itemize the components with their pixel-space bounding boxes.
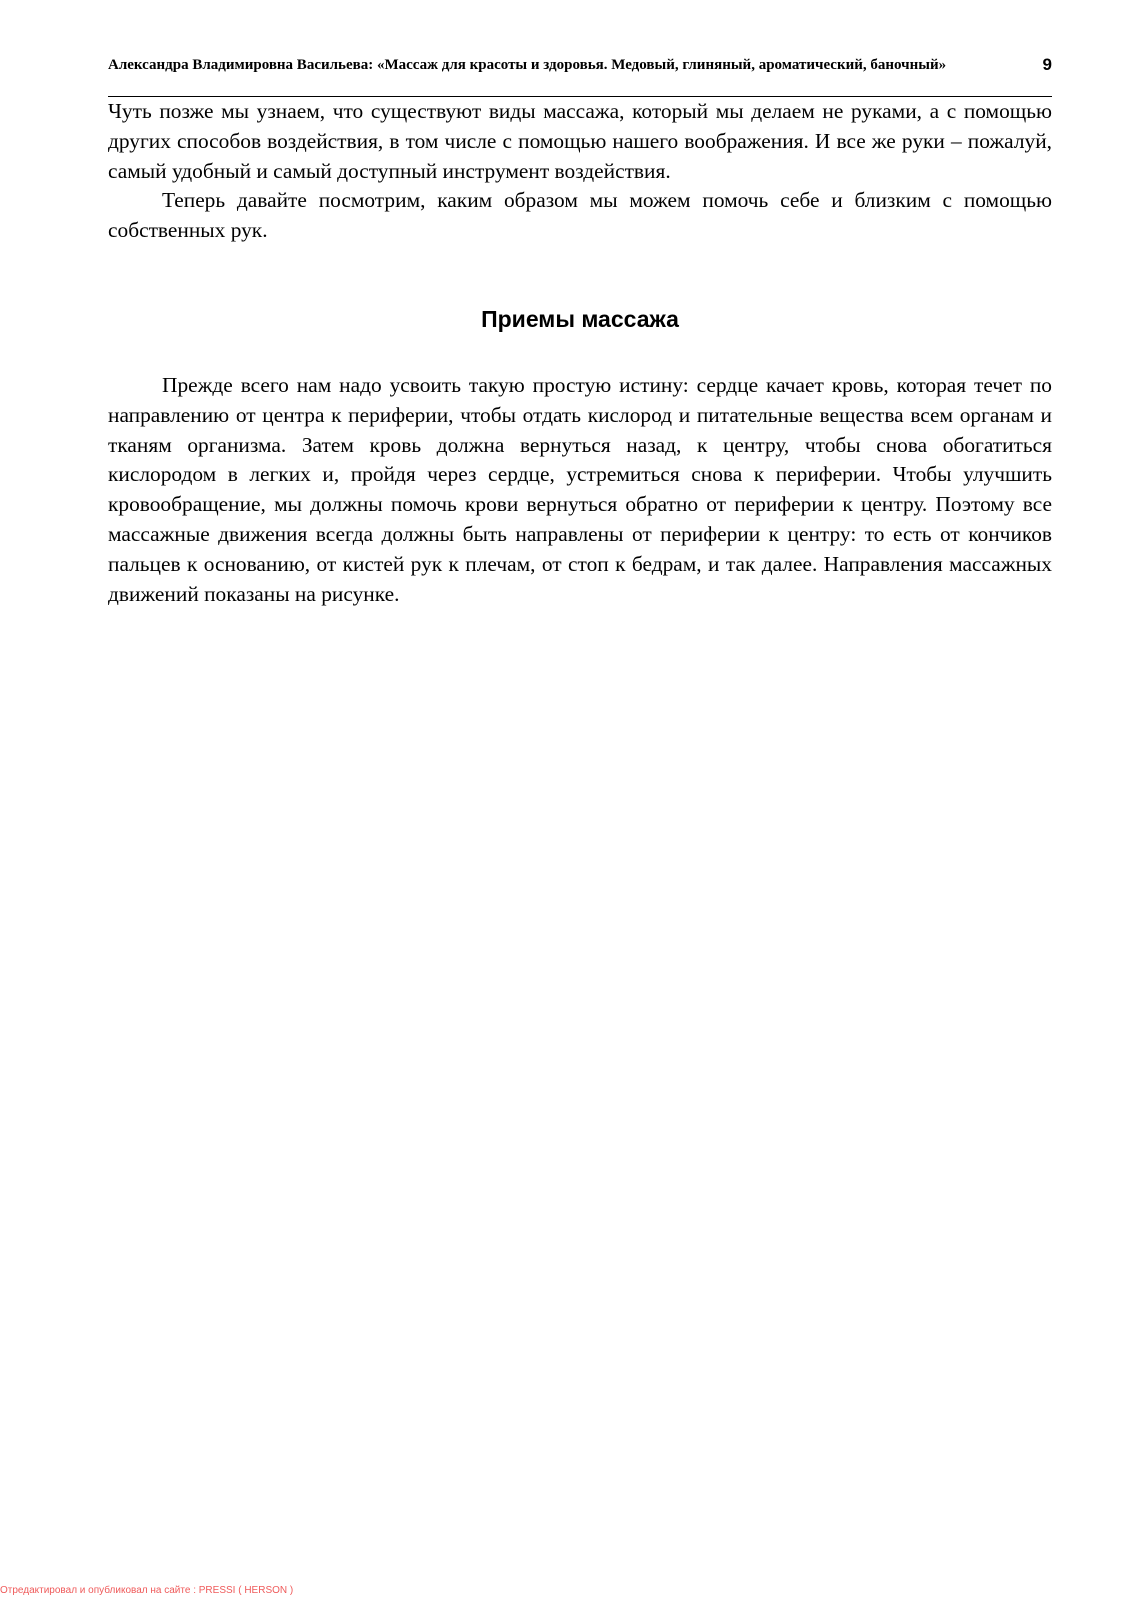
footer-note: Отредактировал и опубликовал на сайте : PRESSI ( HERSON ): [0, 1585, 294, 1596]
section-heading: Приемы массажа: [481, 306, 679, 332]
section-body: [108, 371, 1052, 609]
page-number: 9: [1042, 55, 1052, 74]
header-title: Александра Владимировна Васильева: «Массаж для красоты и здоровья. Медовый, глиняный, ароматический, баночный»: [108, 57, 947, 73]
intro-paragraph-2: Теперь давайте посмотрим, каким образом мы можем помочь себе и близким с помощью собственных рук.: [108, 188, 1052, 243]
intro-text: [108, 97, 1052, 246]
section-paragraph-1: Прежде всего нам надо усвоить такую простую истину: сердце качает кровь, которая течет по направлению от центра к периферии, чтобы отдать кислород и питательные вещества всем органам и тканям организма. Затем кровь должна вернуться назад, к центру, чтобы снова обогатиться кислородом в легких и, пройдя через сердце, устремиться снова к периферии. Чтобы улучшить кровообращение, мы должны помочь крови вернуться обратно от периферии к центру. Поэтому все массажные движения всегда должны быть направлены от периферии к центру: то есть от кончиков пальцев к основанию, от кистей рук к плечам, от стоп к бедрам, и так далее. Направления массажных движений показаны на рисунке.: [108, 373, 1052, 606]
running-header: [108, 56, 1052, 97]
intro-paragraph-1: Чуть позже мы узнаем, что существуют виды массажа, который мы делаем не руками, а с помощью других способов воздействия, в том числе с помощью нашего воображения. И все же руки – пожалуй, самый удобный и самый доступный инструмент воздействия.: [108, 99, 1052, 183]
